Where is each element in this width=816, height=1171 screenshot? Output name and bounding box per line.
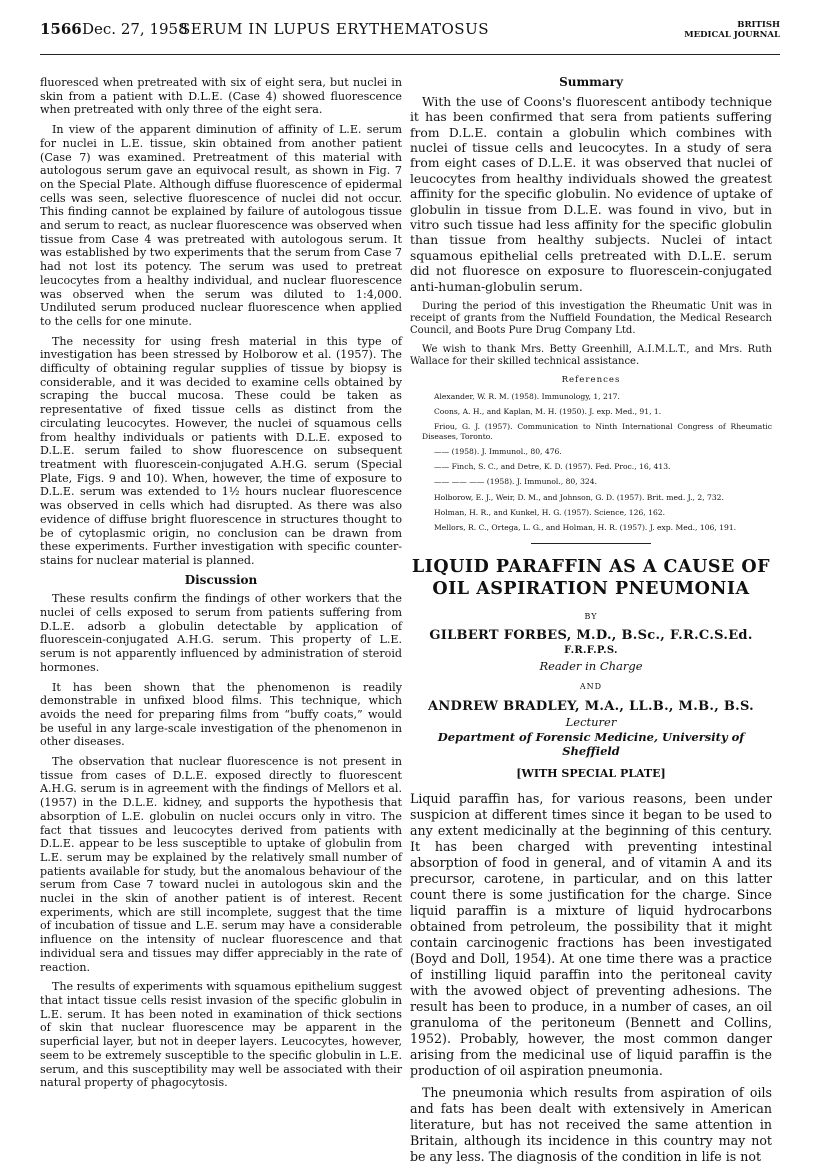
issue-date: Dec. 27, 1958 (82, 20, 188, 38)
reference: —— —— —— (1958). J. Immunol., 80, 324. (434, 477, 597, 487)
paragraph: These results confirm the findings of other workers that the nuclei of cells exposed to serum from patients suffering from D.L.E. adsorb a globulin detectable by application of fluorescein-conjugated A.H.G. serum. This property of L.E. serum is not apparently influenced by administration of steroid hormones. (40, 592, 402, 674)
author-1-role: Reader in Charge (539, 659, 643, 674)
references-heading: References (561, 375, 621, 385)
page-header (40, 14, 780, 55)
right-column (410, 76, 772, 1171)
paragraph: The pneumonia which results from aspiration of oils and fats has been dealt with extensively in American literature, but has not received the same attention in Britain, although its incidence in this country may not be any less. The diagnosis of the condition in life is not (410, 1084, 772, 1164)
reference: —— Finch, S. C., and Detre, K. D. (1957). Fed. Proc., 16, 413. (434, 462, 671, 472)
reference: Alexander, W. R. M. (1958). Immunology, 1, 217. (434, 391, 620, 401)
reference: Mellors, R. C., Ortega, L. G., and Holman, H. R. (1957). J. exp. Med., 106, 191. (434, 523, 737, 533)
reference: Coons, A. H., and Kaplan, M. H. (1950). J. exp. Med., 91, 1. (434, 407, 662, 416)
department: Department of Forensic Medicine, University of Sheffield (437, 730, 745, 759)
paragraph: fluoresced when pretreated with six of eight sera, but nuclei in skin from a patient with D.L.E. (Case 4) showed fluorescence when pretreated with only three of the eight sera. (40, 76, 402, 117)
paragraph: The results of experiments with squamous epithelium suggest that intact tissue cells resist invasion of the specific globulin in L.E. serum. It has been noted in examination of thick sections of skin that nuclear fluorescence may be apparent in the superficial layer, but not in deeper layers. Leucocytes, however, seem to be extremely susceptible to the specific globulin in L.E. serum, and this susceptibility may well be associated with their natural property of phagocytosis. (40, 980, 402, 1090)
summary-heading: Summary (559, 75, 623, 89)
acknowledgement: We wish to thank Mrs. Betty Greenhill, A.I.M.L.T., and Mrs. Ruth Wallace for their skilled technical assistance. (410, 343, 772, 367)
reference-list (410, 392, 772, 533)
journal-name-line1: BRITISH (737, 20, 780, 30)
paragraph: The observation that nuclear fluorescence is not present in tissue from cases of D.L.E. exposed directly to fluorescent A.H.G. serum is in agreement with the findings of Mellors et al. (1957) in the D.L.E. kidney, and supports the hypothesis that absorption of L.E. globulin on nuclei occurs only in vitro. The fact that tissues and leucocytes derived from patients with D.L.E. appear to be less susceptible to uptake of globulin from L.E. serum may be explained by the relatively small number of patients available for study, but the anomalous behaviour of the serum from Case 7 toward nuclei in autologous skin and the nuclei in the skin of another patient is of interest. Recent experiments, which are still incomplete, suggest that the time of incubation of tissue and L.E. serum may have a considerable influence on the intensity of nuclear fluorescence and that individual sera and tissues may differ appreciably in the rate of reaction. (40, 755, 402, 974)
section-divider (531, 543, 651, 544)
paragraph: Liquid paraffin has, for various reasons, been under suspicion at different times since it began to be used to any extent medicinally at the beginning of this century. It has been charged with preventing intestinal absorption of food in general, and of vitamin A and its precursor, carotene, in particular, and on this latter count there is some justification for the charge. Since liquid paraffin is a mixture of liquid hydrocarbons obtained from petroleum, the possibility that it might contain carcinogenic fractions has been investigated (Boyd and Doll, 1954). At one time there was a practice of instilling liquid paraffin into the peritoneal cavity with the avowed object of preventing adhesions. The result has been to produce, in a number of cases, an oil granuloma of the peritoneum (Bennett and Collins, 1952). Probably, however, the most common danger arising from the medicinal use of liquid paraffin is the production of oil aspiration pneumonia. (410, 790, 772, 1078)
author-1-qualification: F.R.F.P.S. (564, 645, 618, 657)
reference: Holborow, E. J., Weir, D. M., and Johnson, G. D. (1957). Brit. med. J., 2, 732. (434, 492, 724, 502)
acknowledgement: During the period of this investigation the Rheumatic Unit was in receipt of grants from the Nuffield Foundation, the Medical Research Council, and Boots Pure Drug Company Ltd. (410, 300, 772, 337)
journal-name (684, 20, 780, 40)
paragraph: It has been shown that the phenomenon is readily demonstrable in unfixed blood films. This technique, which avoids the need for preparing films from “buffy coats,” would be useful in any large-scale investigation of the phenomenon in other diseases. (40, 680, 402, 749)
running-title: SERUM IN LUPUS ERYTHEMATOSUS (180, 20, 489, 38)
author-2: ANDREW BRADLEY, M.A., LL.B., M.B., B.S. (427, 698, 755, 714)
left-column (40, 76, 402, 1096)
discussion-heading: Discussion (184, 572, 258, 587)
author-2-role: Lecturer (565, 714, 617, 729)
article-title: LIQUID PARAFFIN AS A CAUSE OF OIL ASPIRATION PNEUMONIA (411, 556, 771, 599)
author-1: GILBERT FORBES, M.D., B.Sc., F.R.C.S.Ed. (429, 628, 753, 644)
summary-text: With the use of Coons's fluorescent antibody technique it has been confirmed that sera from patients suffering from D.L.E. contain a globulin which combines with nuclei of tissue cells and leucocytes. In a study of sera from eight cases of D.L.E. it was observed that nuclei of leucocytes from healthy individuals showed the greatest affinity for the specific globulin. No evidence of uptake of globulin in tissue from D.L.E. was found in vivo, but in vitro such tissue had less affinity for the specific globulin than tissue from healthy subjects. Nuclei of intact squamous epithelial cells pretreated with D.L.E. serum did not fluoresce on exposure to fluorescein-conjugated anti-human-globulin serum. (410, 94, 772, 294)
journal-name-line2: MEDICAL JOURNAL (684, 30, 780, 40)
page-number: 1566 (40, 20, 82, 38)
reference: Friou, G. J. (1957). Communication to Ninth International Congress of Rheumatic Diseases, Toronto. (422, 422, 772, 441)
reference: Holman, H. R., and Kunkel, H. G. (1957). Science, 126, 162. (434, 508, 666, 518)
paragraph: In view of the apparent diminution of affinity of L.E. serum for nuclei in L.E. tissue, skin obtained from another patient (Case 7) was examined. Pretreatment of this material with autologous serum gave an equivocal result, as shown in Fig. 7 on the Special Plate. Although diffuse fluorescence of epidermal cells was seen, selective fluorescence of nuclei did not occur. This finding cannot be explained by failure of autologous tissue and serum to react, as nuclear fluorescence was observed when tissue from Case 4 was pretreated with autologous serum. It was established by two experiments that the serum from Case 7 had not lost its potency. The serum was used to pretreat leucocytes from a healthy individual, and nuclear fluorescence was observed when the serum was diluted to 1:4,000. Undiluted serum produced nuclear fluorescence when applied to the cells for one minute. (40, 123, 402, 328)
reference: —— (1958). J. Immunol., 80, 476. (434, 446, 562, 456)
special-plate-note: [WITH SPECIAL PLATE] (516, 766, 666, 780)
and-line: AND (579, 682, 603, 692)
by-line: BY (584, 611, 598, 621)
paragraph: The necessity for using fresh material in this type of investigation has been stressed by Holborow et al. (1957). The difficulty of obtaining regular supplies of tissue by biopsy is considerable, and it was decided to examine cells obtained by scraping the buccal mucosa. These could be taken as representative of fixed tissue cells as distinct from the circulating leucocytes. However, the nuclei of squamous cells from healthy individuals or patients with D.L.E. exposed to D.L.E. serum failed to show fluorescence on subsequent treatment with fluorescein-conjugated A.H.G. serum (Special Plate, Figs. 9 and 10). When, however, the time of exposure to D.L.E. serum was extended to 1½ hours nuclear fluorescence was observed in cells which had disrupted. As there was also evidence of diffuse bright fluorescence in structures thought to be of cytoplasmic origin, no conclusion can be drawn from these experiments. Further investigation with specific counter-stains for nuclear material is planned. (40, 334, 402, 567)
